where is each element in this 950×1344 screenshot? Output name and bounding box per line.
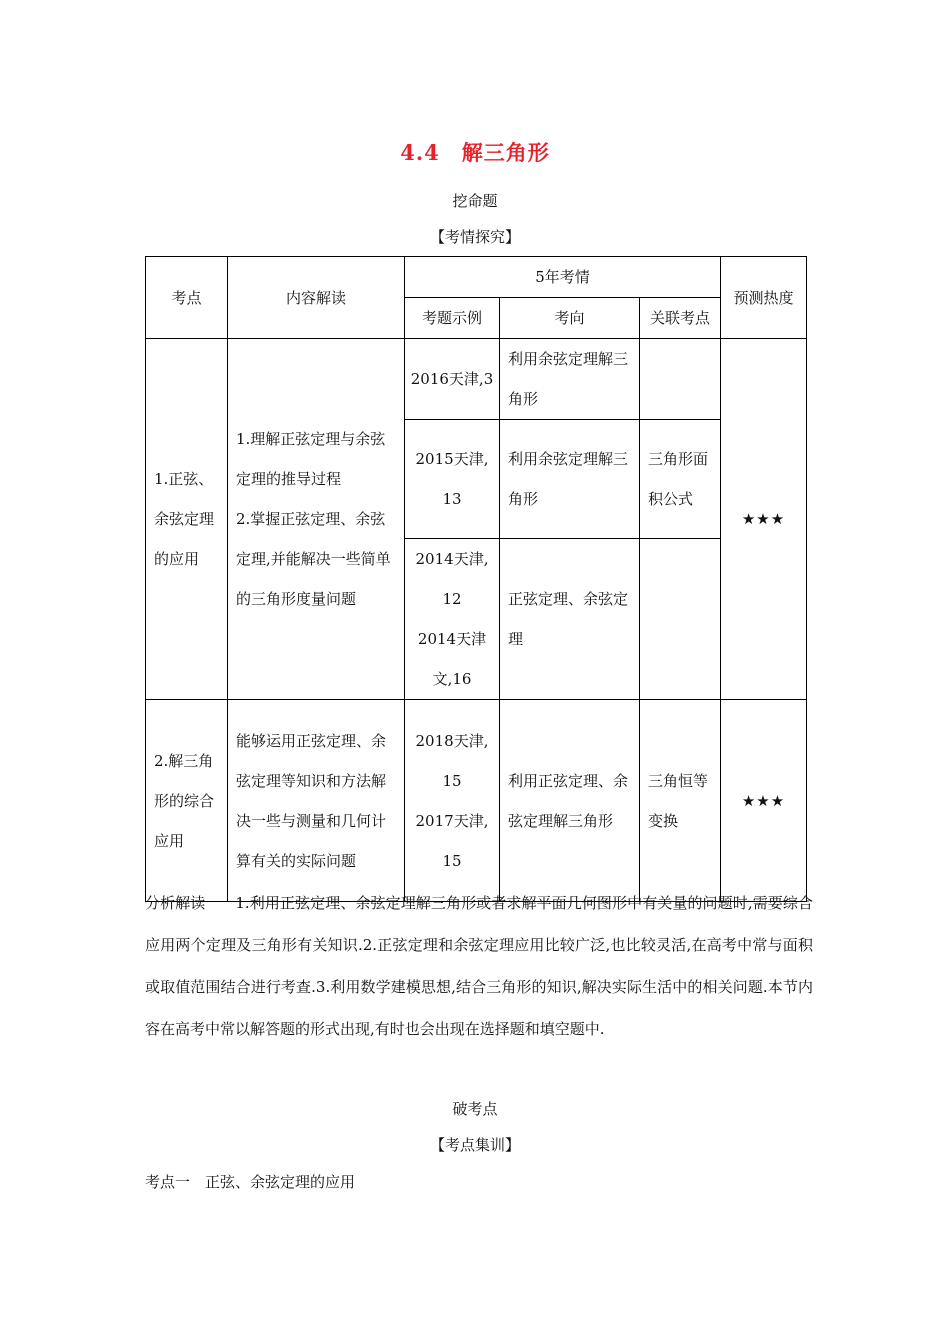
header-guanlian: 关联考点 (640, 298, 721, 339)
row2-kaoxiang: 利用正弦定理、余弦定理解三角形 (500, 700, 640, 902)
row2-guanlian: 三角恒等变换 (640, 700, 721, 902)
row1-sub1-kaoxiang: 利用余弦定理解三角形 (500, 339, 640, 420)
row1-sub1-guanlian (640, 339, 721, 420)
section-heading-po: 破考点 (452, 1100, 498, 1118)
kaodian-one-heading: 考点一 正弦、余弦定理的应用 (145, 1173, 356, 1191)
row1-yuce: ★★★ (721, 339, 807, 700)
row2-kaodian: 2.解三角形的综合应用 (146, 700, 228, 902)
analysis-paragraph (145, 882, 813, 1050)
header-shili: 考题示例 (405, 298, 500, 339)
row1-sub2-guanlian: 三角形面积公式 (640, 420, 721, 539)
row2-yuce: ★★★ (721, 700, 807, 902)
row1-sub3-guanlian (640, 539, 721, 700)
header-five-year: 5年考情 (405, 257, 721, 298)
row1-sub1-shili: 2016天津,3 (405, 339, 500, 420)
row1-neirong: 1.理解正弦定理与余弦定理的推导过程 2.掌握正弦定理、余弦定理,并能解决一些简单的三角形度量问题 (228, 339, 405, 700)
header-kaodian: 考点 (146, 257, 228, 339)
row1-sub2-shili: 2015天津,13 (405, 420, 500, 539)
kaoqing-heading: 【考情探究】 (429, 228, 520, 246)
page-title: 4.4 解三角形 (400, 140, 550, 165)
header-yuce: 预测热度 (721, 257, 807, 339)
jixun-heading: 【考点集训】 (429, 1136, 520, 1154)
row1-sub3-shili: 2014天津,12 2014天津文,16 (405, 539, 500, 700)
header-neirong: 内容解读 (228, 257, 405, 339)
row2-shili: 2018天津,15 2017天津,15 (405, 700, 500, 902)
analysis-text: 1.利用正弦定理、余弦定理解三角形或者求解平面几何图形中有关量的问题时,需要综合应用两个定理及三角形有关知识.2.正弦定理和余弦定理应用比较广泛,也比较灵活,在高考中常与面积或取值范围结合进行考查.3.利用数学建模思想,结合三角形的知识,解决实际生活中的相关问题.本节内容在高考中常以解答题的形式出现,有时也会出现在选择题和填空题中. (145, 894, 813, 1038)
row1-sub2-kaoxiang: 利用余弦定理解三角形 (500, 420, 640, 539)
analysis-lead: 分析解读 (145, 894, 206, 912)
kaoqing-table (145, 256, 807, 902)
section-heading-wa: 挖命题 (452, 192, 498, 210)
row2-neirong: 能够运用正弦定理、余弦定理等知识和方法解决一些与测量和几何计算有关的实际问题 (228, 700, 405, 902)
row1-kaodian: 1.正弦、余弦定理的应用 (146, 339, 228, 700)
header-kaoxiang: 考向 (500, 298, 640, 339)
row1-sub3-kaoxiang: 正弦定理、余弦定理 (500, 539, 640, 700)
